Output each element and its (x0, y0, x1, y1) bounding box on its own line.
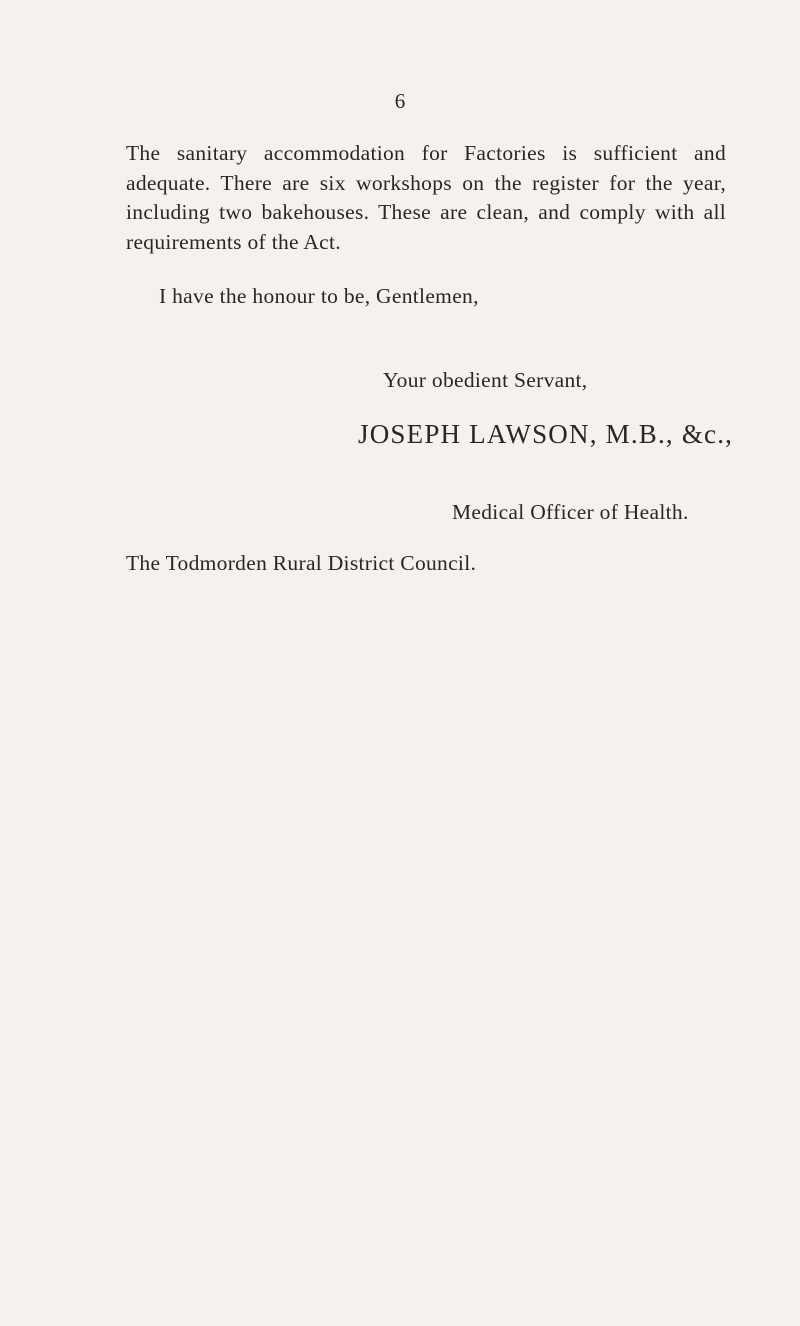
page-number: 6 (394, 89, 406, 113)
signature-name: JOSEPH LAWSON, M.B., &c., (358, 419, 734, 449)
greeting-line: I have the honour to be, Gentlemen, (159, 284, 479, 308)
body-paragraph: The sanitary accommodation for Factories is sufficient and adequate. There are six workshops on the register for the year, including two bakehouses. These are clean, and comply with all requirements of the Act. (126, 141, 726, 254)
addressee-line: The Todmorden Rural District Council. (126, 551, 477, 575)
closing-line: Your obedient Servant, (383, 368, 588, 392)
signature-title: Medical Officer of Health. (452, 500, 689, 524)
